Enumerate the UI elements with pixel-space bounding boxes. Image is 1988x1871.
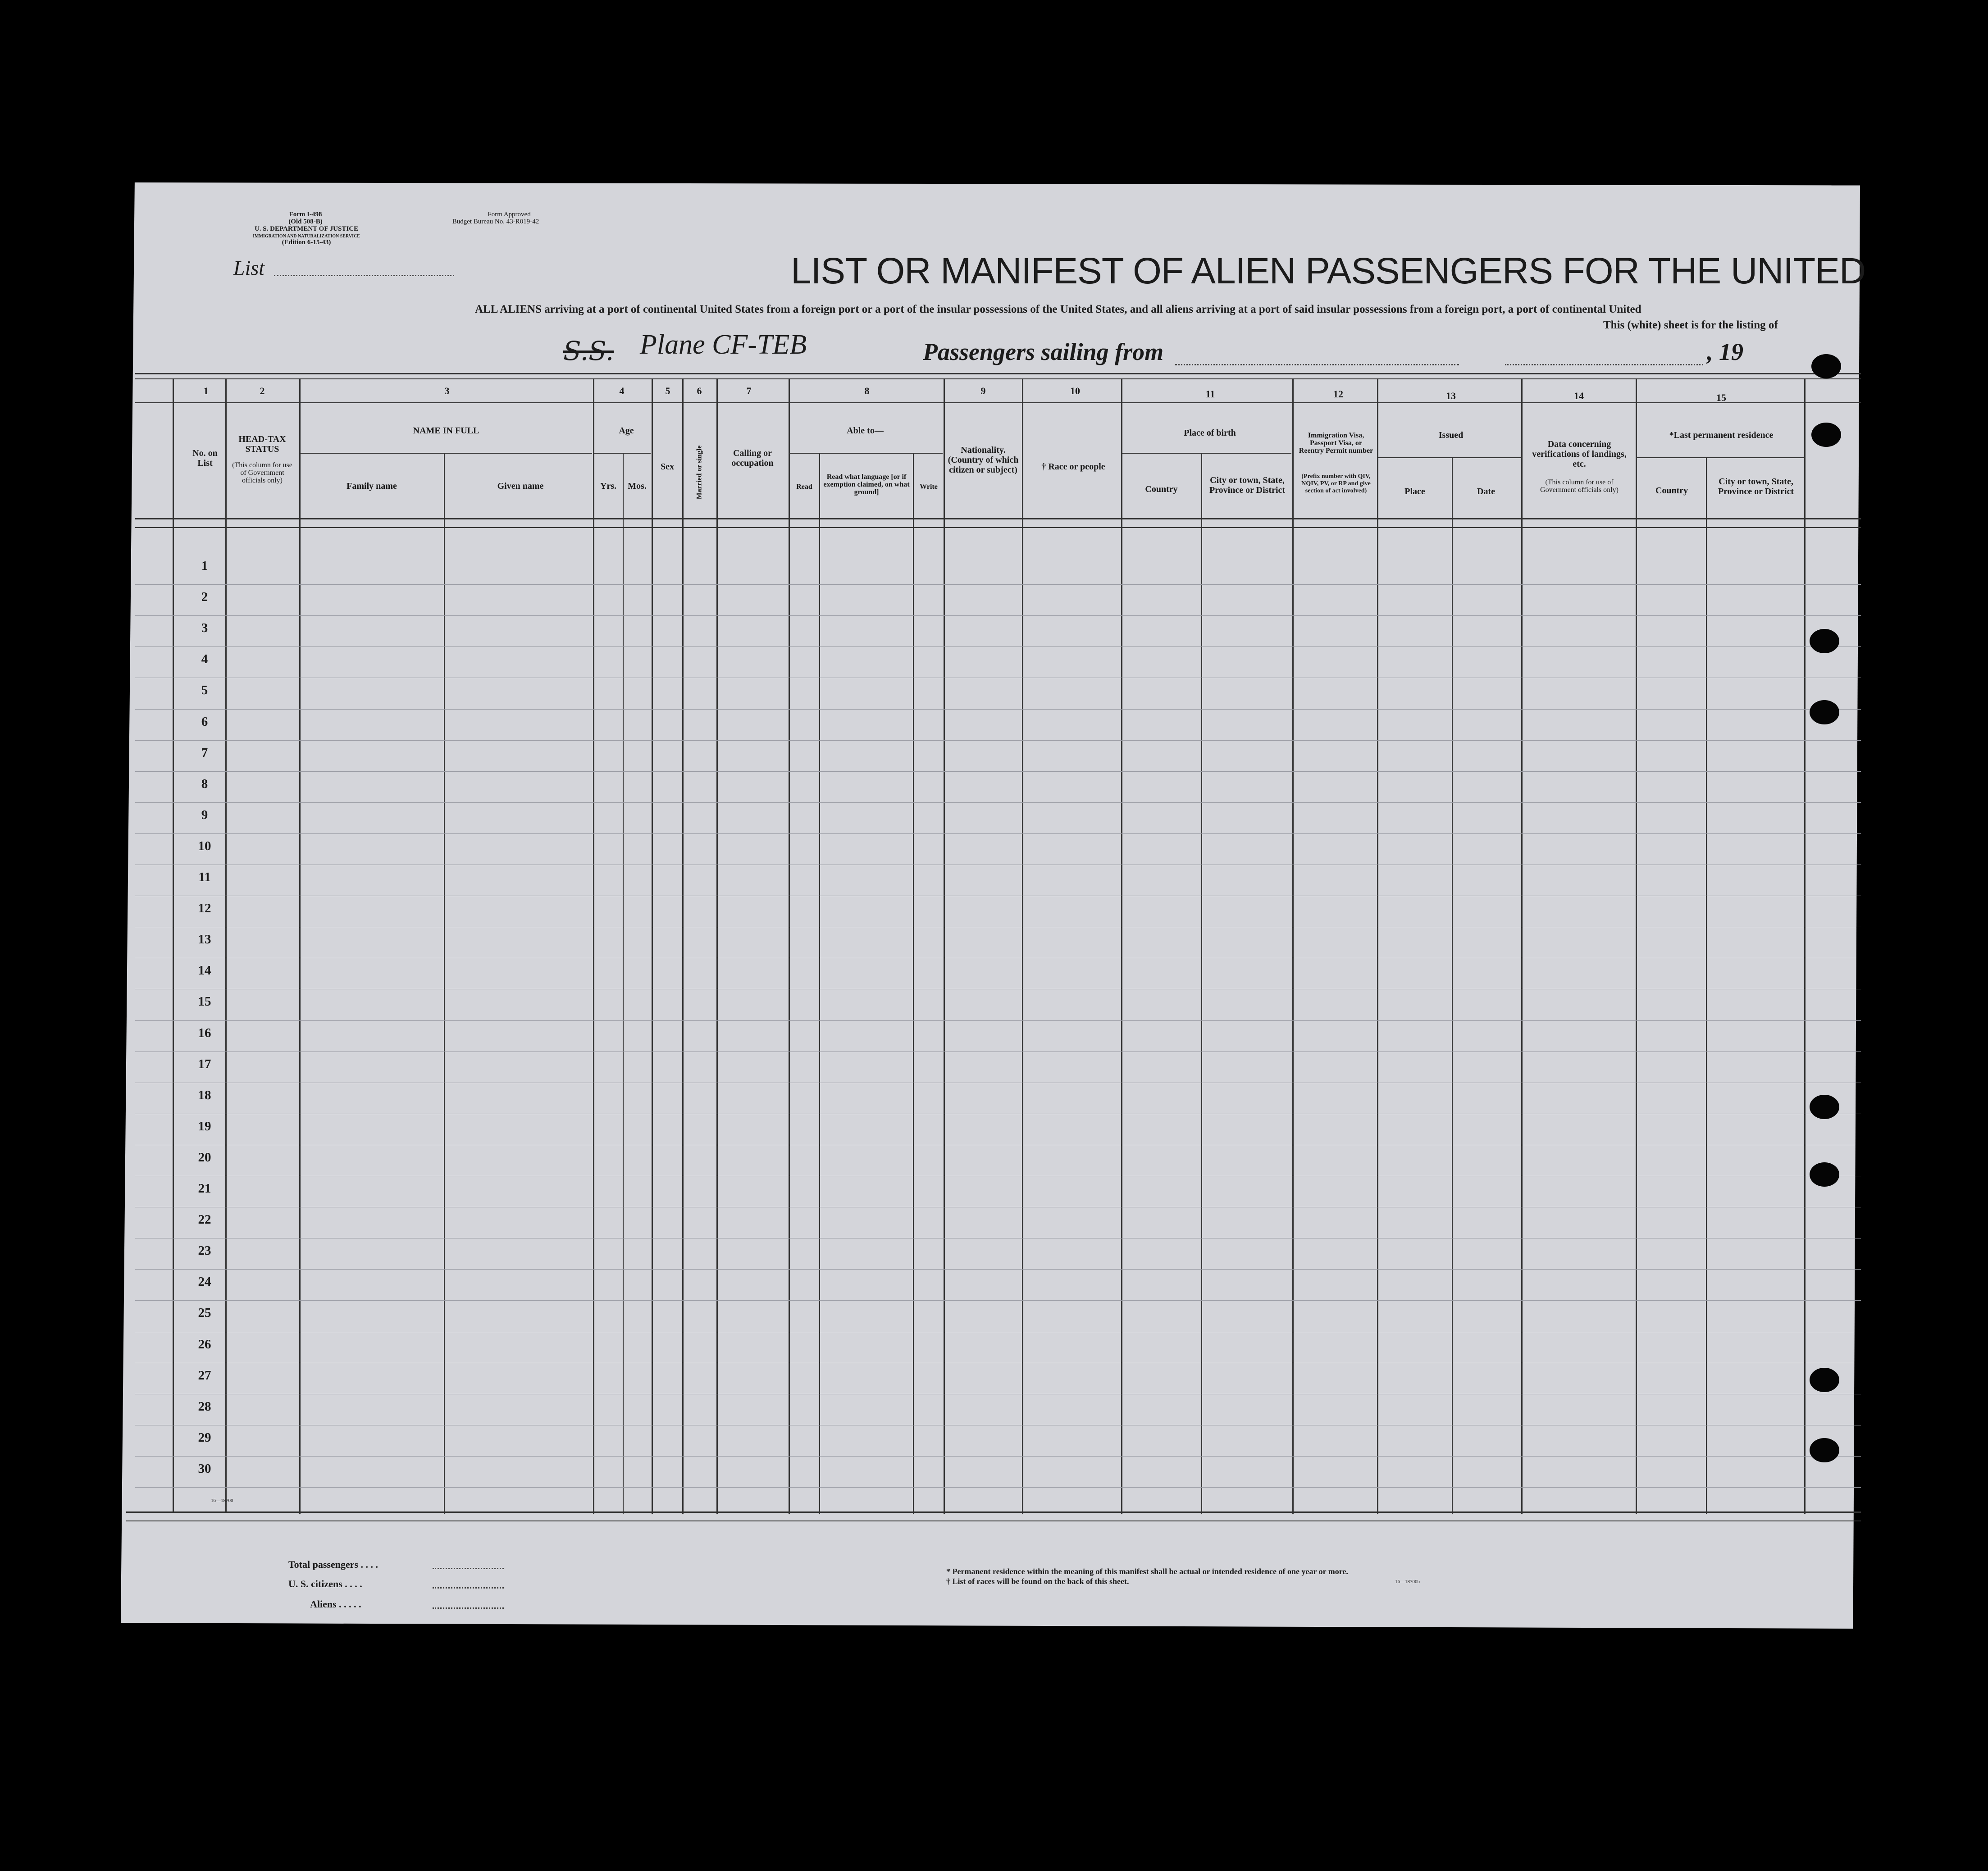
col-num-1: 1 xyxy=(203,385,209,396)
total-passengers-field[interactable] xyxy=(433,1568,504,1569)
col-line-10 xyxy=(1121,378,1122,1514)
row-number: 30 xyxy=(198,1461,211,1476)
row-number: 21 xyxy=(198,1181,211,1196)
table-row[interactable] xyxy=(135,771,1861,772)
col-num-3: 3 xyxy=(444,385,450,396)
col-line-0 xyxy=(173,378,174,1511)
header-married-or-single: Married or single xyxy=(695,445,703,500)
punch-hole xyxy=(1810,1095,1839,1119)
budget-number: Budget Bureau No. 43-R019-42 xyxy=(452,218,539,225)
col-num-15: 15 xyxy=(1716,392,1726,403)
punch-hole xyxy=(1811,423,1841,447)
row-number: 1 xyxy=(201,559,208,573)
col-line-11a xyxy=(1201,453,1202,1514)
header-bottom-border xyxy=(135,518,1861,519)
list-number-field[interactable] xyxy=(274,275,454,276)
header-no-on-list: No. on List xyxy=(192,448,218,468)
header-place-of-birth: Place of birth xyxy=(1184,428,1236,438)
row-number: 16 xyxy=(198,1025,211,1040)
col-line-5 xyxy=(682,378,684,1514)
ss-prefix: S.S. xyxy=(563,336,614,366)
row-number: 7 xyxy=(201,745,208,760)
header-race: † Race or people xyxy=(1041,462,1105,472)
form-approved: Form Approved xyxy=(488,211,531,218)
name-subheader-line xyxy=(300,453,592,454)
header-issued: Issued xyxy=(1438,430,1464,440)
birth-subheader-line xyxy=(1122,453,1291,454)
header-given-name: Given name xyxy=(497,481,544,491)
row-number: 14 xyxy=(198,963,211,978)
sailing-port-field[interactable] xyxy=(1175,364,1459,365)
list-label: List xyxy=(233,256,265,279)
sailing-from-label: Passengers sailing from xyxy=(923,338,1164,365)
table-row[interactable] xyxy=(135,615,1861,616)
service-name: IMMIGRATION AND NATURALIZATION SERVICE xyxy=(253,234,360,239)
row-number: 20 xyxy=(198,1150,211,1165)
col-line-2 xyxy=(299,378,301,1514)
punch-hole xyxy=(1811,354,1841,378)
department-name: U. S. DEPARTMENT OF JUSTICE xyxy=(254,225,359,232)
table-row[interactable] xyxy=(135,646,1861,647)
table-row[interactable] xyxy=(135,740,1861,741)
table-row[interactable] xyxy=(135,1487,1861,1488)
header-nationality: Nationality. (Country of which citizen or subject) xyxy=(948,445,1019,475)
col-line-11 xyxy=(1292,378,1294,1514)
aliens-field[interactable] xyxy=(433,1607,504,1609)
col-line-3a xyxy=(444,453,445,1514)
year-prefix: , 19 xyxy=(1707,338,1743,365)
header-bottom-border-2 xyxy=(135,527,1861,528)
header-name-in-full: NAME IN FULL xyxy=(413,426,479,436)
col-num-4: 4 xyxy=(619,385,625,396)
form-old-number: (Old 508-B) xyxy=(288,218,323,225)
instructions-line-1: ALL ALIENS arriving at a port of continental United States from a foreign port or a port of the insular possessions of the United States, and all aliens arriving at a port of said insular possessions from a foreign port, a port of continental United xyxy=(475,303,1641,315)
row-number: 19 xyxy=(198,1119,211,1134)
footer-note-residence: * Permanent residence within the meaning of this manifest shall be actual or intended residence of one year or more. xyxy=(946,1567,1348,1576)
header-visa: Immigration Visa, Passport Visa, or Reentry Permit number xyxy=(1299,432,1373,455)
col-line-14 xyxy=(1636,378,1637,1514)
row-number: 12 xyxy=(198,901,211,916)
row-number: 28 xyxy=(198,1399,211,1414)
col-line-6 xyxy=(716,378,718,1514)
punch-hole xyxy=(1810,1162,1839,1187)
table-row[interactable] xyxy=(135,584,1861,585)
manifest-title: LIST OR MANIFEST OF ALIEN PASSENGERS FOR THE UNITED xyxy=(791,250,1866,291)
row-number: 25 xyxy=(198,1306,211,1320)
header-calling: Calling or occupation xyxy=(731,448,774,468)
col-line-8b xyxy=(913,453,914,1514)
header-residence-country: Country xyxy=(1655,486,1688,496)
punch-hole xyxy=(1810,700,1839,724)
col-line-4 xyxy=(652,378,653,1514)
col-line-12 xyxy=(1377,378,1378,1514)
table-row[interactable] xyxy=(135,1300,1861,1301)
header-head-tax: HEAD-TAX STATUS xyxy=(238,434,286,454)
col-num-8: 8 xyxy=(864,385,870,396)
row-number: 27 xyxy=(198,1368,211,1383)
manifest-sheet xyxy=(121,182,1860,1629)
header-issued-place: Place xyxy=(1404,487,1425,496)
col-line-7 xyxy=(789,378,790,1514)
col-num-13: 13 xyxy=(1446,390,1456,401)
table-row[interactable] xyxy=(135,1456,1861,1457)
table-row[interactable] xyxy=(135,1269,1861,1270)
punch-hole xyxy=(1810,1438,1839,1462)
col-num-2: 2 xyxy=(260,385,265,396)
table-top-border xyxy=(135,373,1861,374)
header-residence-city: City or town, State, Province or District xyxy=(1718,477,1794,496)
punch-hole xyxy=(1810,1368,1839,1392)
form-edition: (Edition 6-15-43) xyxy=(282,239,331,246)
table-bottom-border-2 xyxy=(126,1520,1861,1521)
us-citizens-field[interactable] xyxy=(433,1587,504,1589)
header-visa-note: (Prefix number with QIV, NQIV, PV, or RP and give section of act involved) xyxy=(1301,473,1371,494)
punch-hole xyxy=(1810,629,1839,653)
col-num-12: 12 xyxy=(1333,388,1343,400)
row-number: 13 xyxy=(198,932,211,947)
header-birth-city: City or town, State, Province or District xyxy=(1209,475,1286,495)
issued-subheader-line xyxy=(1378,457,1521,458)
table-row[interactable] xyxy=(135,833,1861,834)
table-row[interactable] xyxy=(135,1020,1861,1021)
footer-print-code: 16—18700b xyxy=(1395,1579,1420,1584)
row-number: 17 xyxy=(198,1056,211,1071)
header-write: Write xyxy=(920,483,938,491)
col-num-7: 7 xyxy=(746,385,752,396)
row-number: 3 xyxy=(201,621,208,636)
col-num-5: 5 xyxy=(665,385,670,396)
header-last-residence: *Last permanent residence xyxy=(1669,430,1774,440)
col-line-15 xyxy=(1804,378,1806,1514)
header-read: Read xyxy=(796,483,812,491)
row-number: 5 xyxy=(201,683,208,698)
footer-note-races: † List of races will be found on the back of this sheet. xyxy=(946,1577,1129,1586)
column-number-divider xyxy=(135,402,1861,403)
footer-aliens: Aliens . . . . . xyxy=(310,1598,361,1610)
left-print-code: 16—18700 xyxy=(211,1498,233,1503)
header-data-note: (This column for use of Government officials only) xyxy=(1540,478,1619,494)
header-head-tax-note: (This column for use of Government officials only) xyxy=(232,461,292,484)
col-line-1 xyxy=(225,378,227,1511)
header-yrs: Yrs. xyxy=(600,481,617,491)
sailing-date-field[interactable] xyxy=(1505,364,1703,365)
residence-subheader-line xyxy=(1637,457,1804,458)
footer-us-citizens: U. S. citizens . . . . xyxy=(288,1578,362,1589)
row-number: 29 xyxy=(198,1430,211,1445)
header-able-to: Able to— xyxy=(847,426,884,436)
col-line-3 xyxy=(593,378,594,1514)
header-birth-country: Country xyxy=(1145,484,1178,494)
row-number: 22 xyxy=(198,1212,211,1227)
row-number: 2 xyxy=(201,590,208,605)
header-family-name: Family name xyxy=(347,481,397,491)
col-num-6: 6 xyxy=(697,385,702,396)
row-number: 23 xyxy=(198,1243,211,1258)
header-issued-date: Date xyxy=(1477,487,1495,496)
table-top-border-2 xyxy=(135,378,1861,379)
row-number: 26 xyxy=(198,1337,211,1352)
row-number: 10 xyxy=(198,838,211,853)
table-bottom-border xyxy=(126,1511,1861,1513)
age-subheader-line xyxy=(594,453,651,454)
header-mos: Mos. xyxy=(628,481,647,491)
col-line-9 xyxy=(1022,378,1023,1514)
instructions-line-2: This (white) sheet is for the listing of xyxy=(1603,319,1778,331)
row-number: 15 xyxy=(198,994,211,1009)
header-sex: Sex xyxy=(661,462,674,472)
header-age: Age xyxy=(619,426,634,436)
col-line-13 xyxy=(1521,378,1523,1514)
footer-total-passengers: Total passengers . . . . xyxy=(288,1559,378,1570)
col-line-8a xyxy=(819,453,820,1514)
row-number: 9 xyxy=(201,807,208,822)
table-row[interactable] xyxy=(135,802,1861,803)
row-number: 6 xyxy=(201,714,208,729)
row-number: 24 xyxy=(198,1275,211,1289)
header-read-language: Read what language [or if exemption claimed, on what ground] xyxy=(823,473,910,496)
col-num-11: 11 xyxy=(1205,388,1215,400)
form-number: Form I-498 xyxy=(289,211,322,218)
table-row[interactable] xyxy=(135,709,1861,710)
col-num-14: 14 xyxy=(1574,390,1584,401)
able-subheader-line xyxy=(789,453,943,454)
row-number: 4 xyxy=(201,652,208,667)
row-number: 8 xyxy=(201,776,208,791)
col-num-10: 10 xyxy=(1070,385,1080,396)
ship-name-handwritten[interactable]: Plane CF-TEB xyxy=(640,329,807,360)
col-line-4a xyxy=(623,453,624,1514)
col-line-8 xyxy=(944,378,945,1514)
row-number: 18 xyxy=(198,1088,211,1102)
row-number: 11 xyxy=(198,870,211,884)
header-data-concerning: Data concerning verifications of landings, etc. xyxy=(1532,439,1627,469)
col-num-9: 9 xyxy=(980,385,986,396)
